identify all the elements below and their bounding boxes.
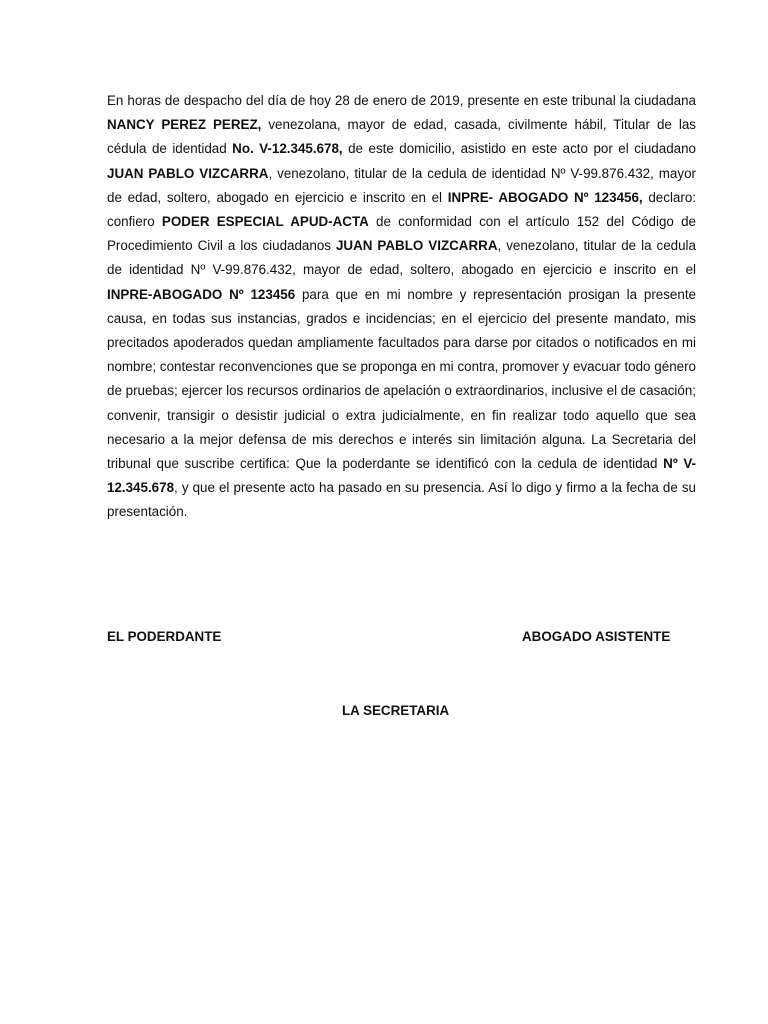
attorney-name: JUAN PABLO VIZCARRA: [335, 238, 498, 254]
power-type: PODER ESPECIAL APUD-ACTA: [161, 214, 369, 230]
grantor-id: No. V-12.345.678,: [232, 141, 343, 157]
body-text: En horas de despacho del día de hoy 28 de enero de 2019, presente en este tribunal la ciudadana: [107, 93, 696, 108]
document-body: [107, 89, 696, 525]
inpre-number: INPRE- ABOGADO Nº 123456,: [447, 189, 643, 205]
body-text: declaro: confiero: [107, 189, 696, 230]
body-text: , venezolano, titular de la cedula de identidad Nº V-99.876.432, mayor de edad, soltero, abogado en ejercicio e inscrito en el: [107, 165, 696, 205]
grantor-signature-label: EL PODERDANTE: [107, 629, 222, 644]
attorney-signature-label: ABOGADO ASISTENTE: [522, 629, 671, 644]
body-text: venezolana, mayor de edad, casada, civilmente hábil, Titular de las cédula de identidad: [107, 117, 696, 157]
grantor-name: NANCY PEREZ PEREZ,: [107, 117, 262, 133]
attorney-name: JUAN PABLO VIZCARRA: [107, 165, 269, 181]
body-text: para que en mi nombre y representación prosigan la presente causa, en todas sus instancias, grados e incidencias; en el ejercicio del presente mandato, mis precitados apoderados quedan ampliamente facultados para darse por citados o notificados en mi nombre; contestar reconvenciones que se proponga en mi contra, promover y evacuar todo género de pruebas; ejercer los recursos ordinarios de apelación o extraordinarios, inclusive el de casación; convenir, transigir o desistir judicial o extra judicialmente, en fin realizar todo aquello que sea necesario a la mejor defensa de mis derechos e interés sin limitación alguna. La Secretaria del tribunal que suscribe certifica: Que la poderdante se identificó con la cedula de identidad: [107, 286, 696, 472]
grantor-id: Nº V-12.345.678: [107, 456, 697, 496]
body-text: , y que el presente acto ha pasado en su presencia. Así lo digo y firmo a la fecha de su presentación.: [107, 480, 696, 520]
secretary-signature-label: LA SECRETARIA: [342, 703, 450, 718]
body-text: de conformidad con el artículo 152 del Código de Procedimiento Civil a los ciudadanos: [107, 214, 697, 254]
body-text: de este domicilio, asistido en este acto por el ciudadano: [342, 141, 696, 157]
inpre-number: INPRE-ABOGADO Nº 123456: [107, 286, 296, 302]
body-text: , venezolano, titular de la cedula de identidad Nº V-99.876.432, mayor de edad, soltero, abogado en ejercicio e inscrito en el: [107, 238, 696, 278]
